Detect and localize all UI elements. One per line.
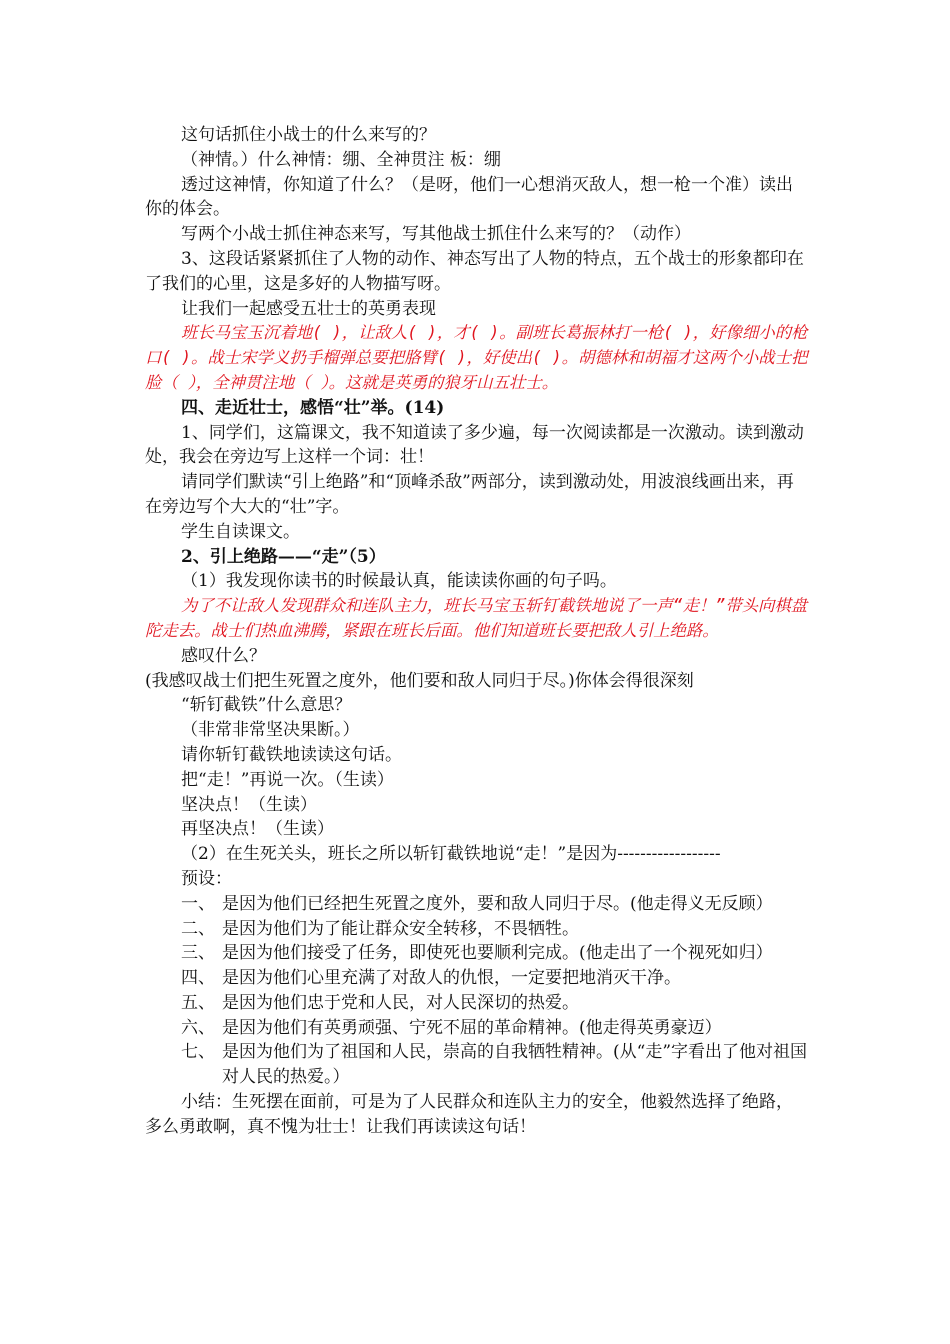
text-line: “斩钉截铁”什么意思？ [181,695,352,716]
text-line: 把“走！”再说一次。（生读） [181,769,394,790]
list-item-text: 是因为他们忠于党和人民，对人民深切的热爱。 [222,992,579,1013]
list-item-number: 六、 [181,1017,215,1038]
list-item [145,941,808,966]
question-line: （1）我发现你读书的时候最认真，能读读你画的句子吗。 [181,571,617,592]
text-line: （非常非常坚决果断。） [181,720,360,741]
list-item-text: 是因为他们心里充满了对敌人的仇恨，一定要把地消灭干净。 [222,968,681,989]
text-line: 感叹什么？ [181,645,266,666]
list-item-text: 是因为他们为了祖国和人民，崇高的自我牺牲精神。(从“走”字看出了他对祖国对人民的热爱。） [222,1042,808,1088]
red-quote-passage: 为了不让敌人发现群众和连队主力，班长马宝玉斩钉截铁地说了一声“走！”带头向棋盘陀走去。战士们热血沸腾，紧跟在班长后面。他们知道班长要把敌人引上绝路。 [145,596,808,640]
text-line: 再坚决点！（生读） [181,819,334,840]
question-line: （2）在生死关头，班长之所以斩钉截铁地说“走！”是因为------------------ [181,844,721,865]
red-exercise-passage: 班长马宝玉沉着地( )，让敌人( )，才( )。副班长葛振林打一枪( )，好像细小的枪口( )。战士宋学义扔手榴弹总要把胳臂( )，好使出( )。胡德林和胡福才这两个小战士把脸（ ），全神贯注地（ ）。这就是英勇的狼牙山五壮士。 [145,323,808,392]
list-item-number: 三、 [181,943,215,964]
text-paragraph: 3、这段话紧紧抓住了人物的动作、神态写出了人物的特点，五个战士的形象都印在了我们的心里，这是多好的人物描写呀。 [145,248,804,294]
list-item [145,892,808,917]
list-item-number: 一、 [181,893,215,914]
text-paragraph: 请同学们默读“引上绝路”和“顶峰杀敌”两部分，读到激动处，用波浪线画出来，再在旁边写个大大的“壮”字。 [145,472,794,517]
list-item-text: 是因为他们有英勇顽强、宁死不屈的革命精神。(他走得英勇豪迈） [222,1017,722,1038]
list-item [145,966,808,991]
list-item [145,917,808,942]
text-line: 学生自读课文。 [181,521,300,542]
list-item-number: 四、 [181,968,215,989]
text-line: 预设： [181,868,232,889]
document-body [145,123,808,1140]
text-line: （神情。）什么神情：绷、全神贯注 板：绷 [181,149,501,170]
list-item [145,1040,808,1090]
list-item [145,1016,808,1041]
list-item-text: 是因为他们已经把生死置之度外，要和敌人同归于尽。(他走得义无反顾） [222,893,773,914]
subsection-heading: 2、引上绝路——“走”（5） [181,546,386,567]
text-line: 让我们一起感受五壮士的英勇表现 [181,298,436,319]
list-item-text: 是因为他们接受了任务，即使死也要顺利完成。(他走出了一个视死如归） [222,943,773,964]
summary-paragraph: 小结：生死摆在面前，可是为了人民群众和连队主力的安全，他毅然选择了绝路，多么勇敢啊，真不愧为壮士！让我们再读读这句话！ [145,1092,793,1137]
text-line: 坚决点！（生读） [181,794,317,815]
text-line: 这句话抓住小战士的什么来写的？ [181,125,436,145]
text-paragraph: 1、同学们，这篇课文，我不知道读了多少遍，每一次阅读都是一次激动。读到激动处，我会在旁边写上这样一个词：壮！ [145,422,804,468]
list-item-number: 七、 [181,1042,215,1063]
list-item-number: 五、 [181,992,215,1013]
text-line: 写两个小战士抓住神态来写，写其他战士抓住什么来写的？（动作） [181,224,691,245]
list-item [145,991,808,1016]
section-heading: 四、走近壮士，感悟“壮”举。(14) [181,397,445,418]
list-item-text: 是因为他们为了能让群众安全转移，不畏牺牲。 [222,918,579,939]
text-line: 请你斩钉截铁地读读这句话。 [181,744,402,765]
text-line: (我感叹战士们把生死置之度外，他们要和敌人同归于尽。)你体会得很深刻 [145,670,694,691]
text-paragraph: 透过这神情，你知道了什么？（是呀，他们一心想消灭敌人，想一枪一个准）读出你的体会。 [145,174,793,220]
list-item-number: 二、 [181,918,215,939]
